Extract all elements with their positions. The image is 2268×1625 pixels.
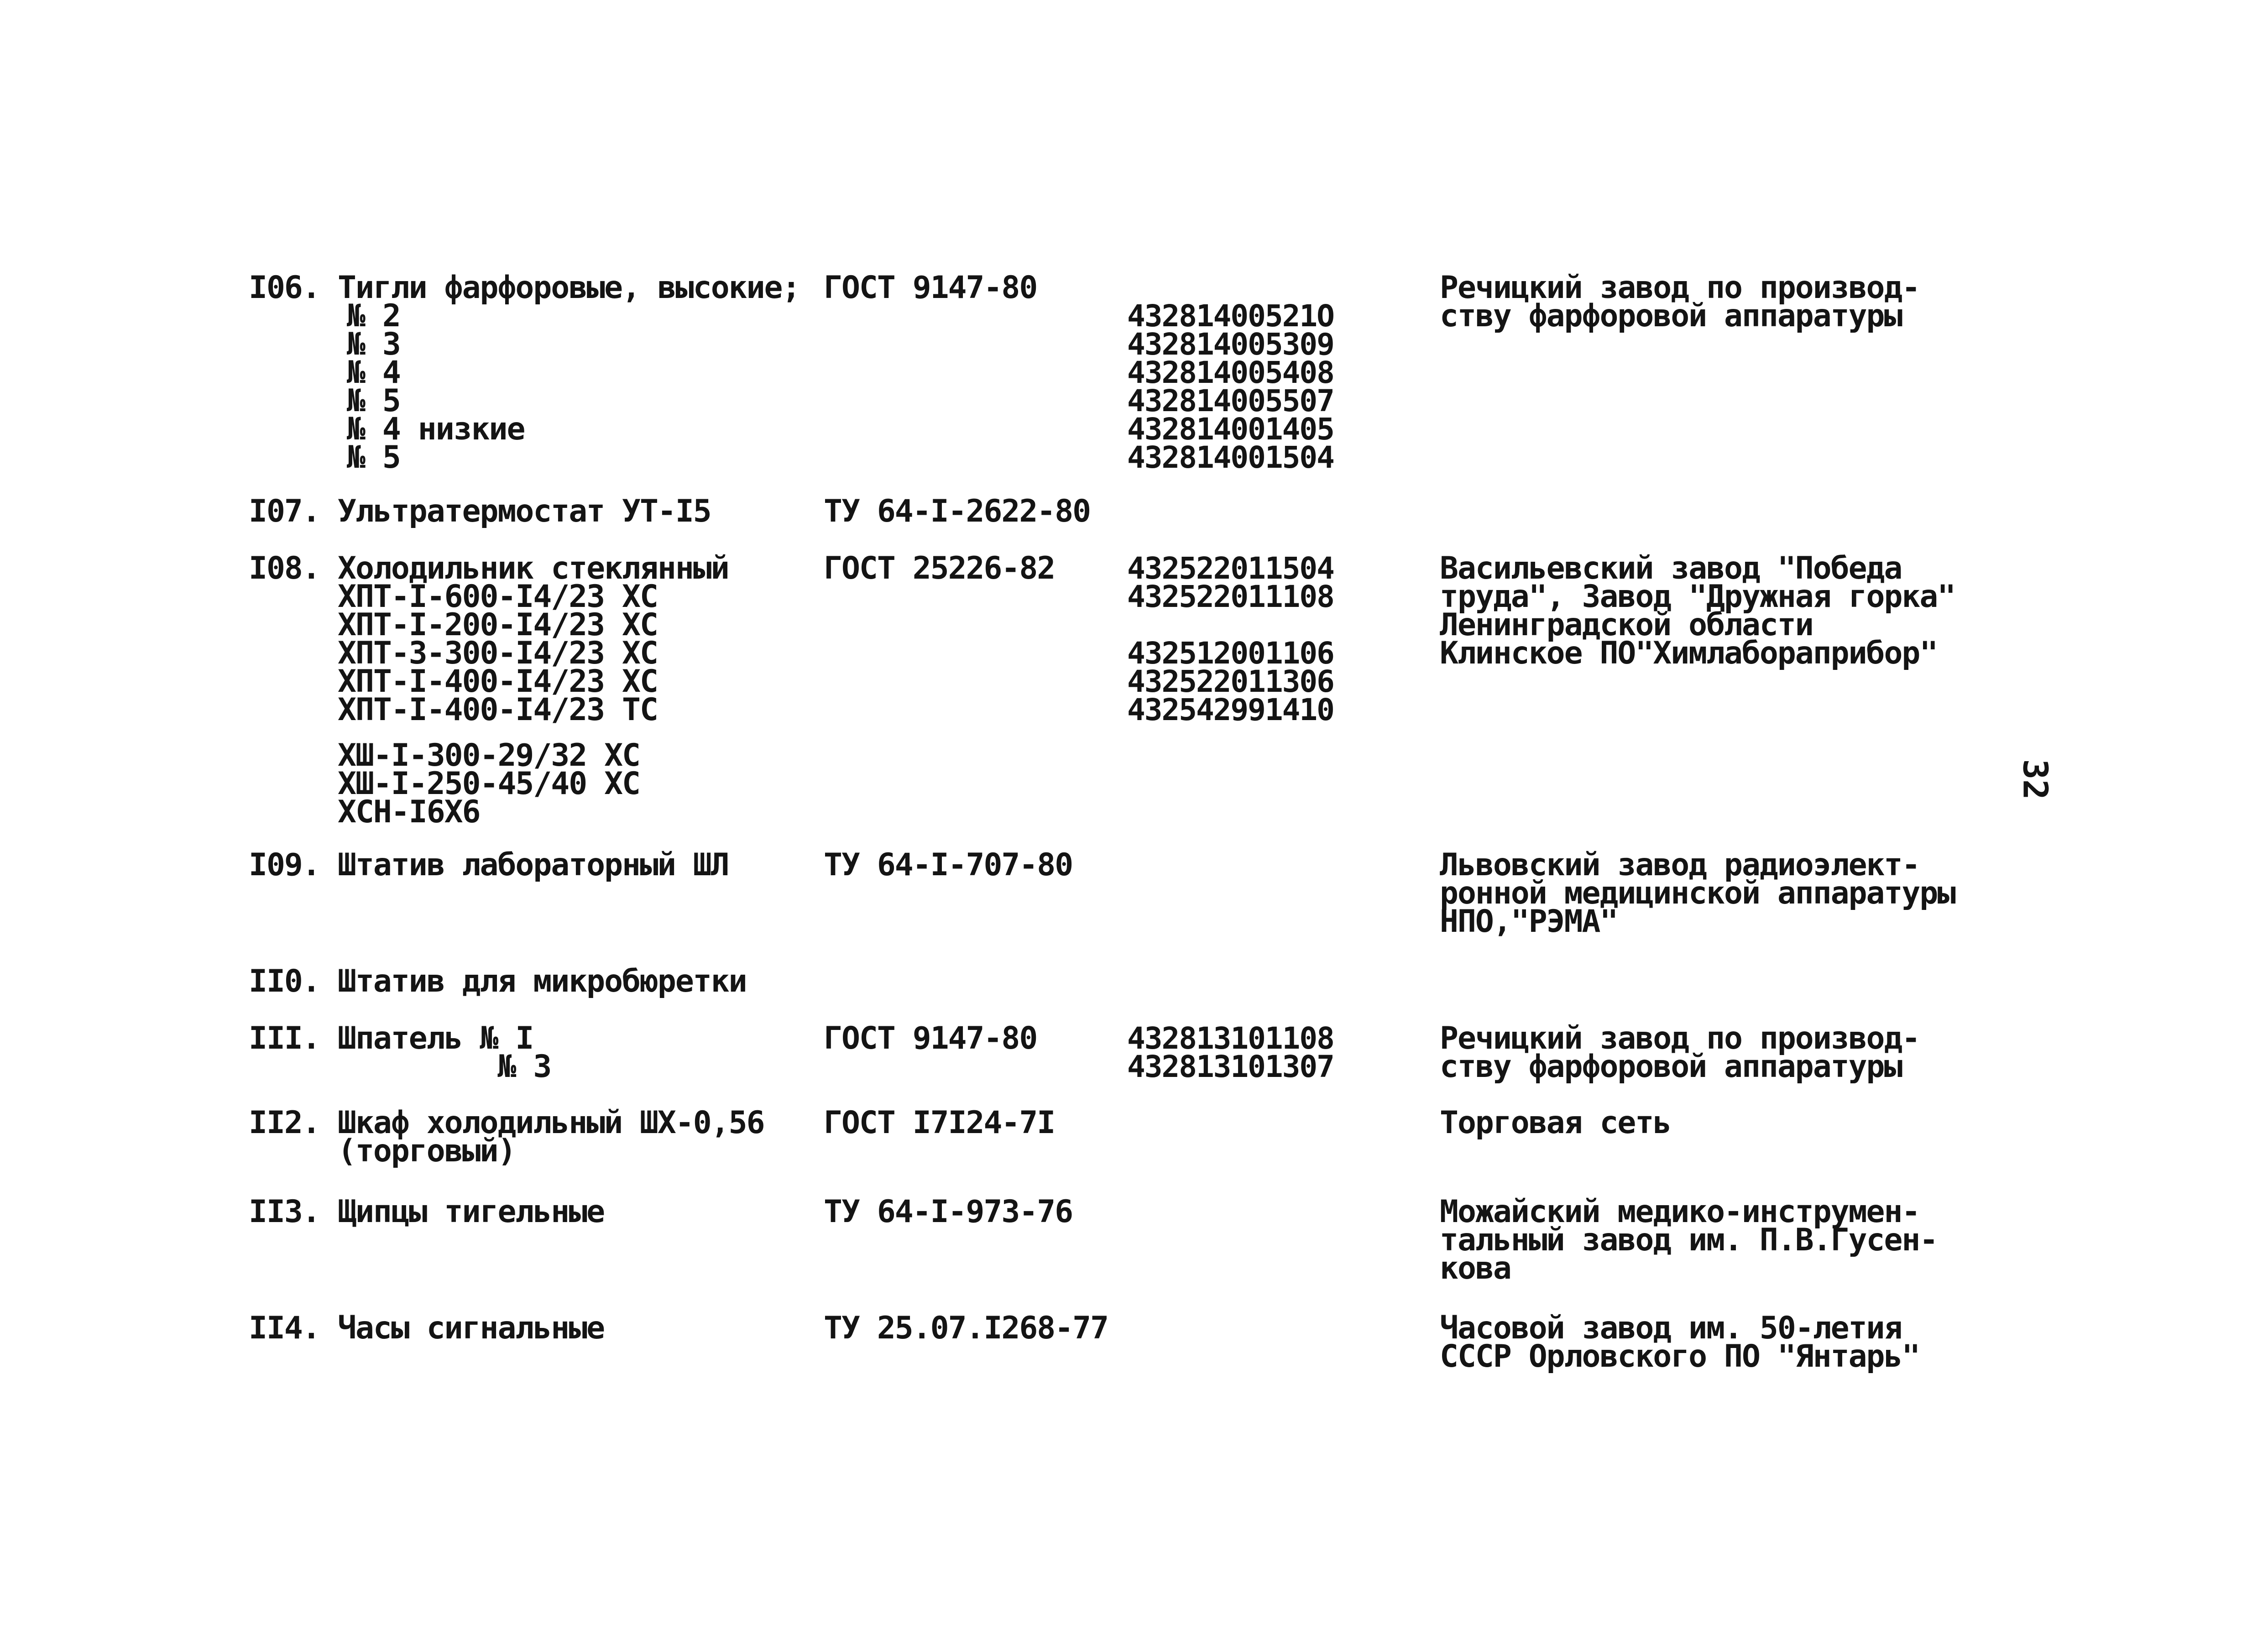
item-manufacturer: Речицкий завод по производ- ству фарфоровой аппаратуры — [1440, 270, 1920, 334]
item-manufacturer: Речицкий завод по производ- ству фарфоровой аппаратуры — [1440, 1020, 1920, 1085]
item-standard: ТУ 64-I-2622-80 — [824, 493, 1091, 529]
item-name: Шкаф холодильный ШХ-0,56 (торговый) — [338, 1105, 764, 1169]
item-name: Часы сигнальные — [338, 1310, 605, 1346]
item-name: Ультратермостат УТ-I5 — [338, 493, 711, 529]
item-codes: 432522011504 432522011108 432512001106 432522011306 432542991410 — [1127, 551, 1334, 727]
item-name: Шпатель № I № 3 — [338, 1020, 551, 1085]
item-codes: 43281400521О 432814005309 432814005408 432814005507 432814001405 432814001504 — [1127, 298, 1334, 475]
item-number: II4. — [249, 1310, 320, 1346]
item-name: Штатив для микробюретки — [338, 963, 747, 999]
item-number: I09. — [249, 847, 320, 883]
item-standard: ГОСТ 9147-80 — [824, 1020, 1037, 1056]
page-number: 32 — [2015, 759, 2055, 800]
item-number: I08. — [249, 550, 320, 586]
item-number: I06. — [249, 270, 320, 306]
item-standard: ТУ 64-I-707-80 — [824, 847, 1073, 883]
item-name: Щипцы тигельные — [338, 1194, 605, 1230]
item-codes: 432813101108 432813101307 — [1127, 1021, 1334, 1084]
item-manufacturer: Часовой завод им. 50-летия СССР Орловского ПО "Янтарь" — [1440, 1310, 1920, 1374]
item-manufacturer: Васильевский завод "Победа труда", Завод "Дружная горка" Ленинградской области Клинское ПО"Химлабораприбор" — [1440, 550, 1955, 671]
item-manufacturer: Львовский завод радиоэлект- ронной медицинской аппаратуры НПО,"РЭМА" — [1440, 847, 1955, 940]
item-number: II2. — [249, 1105, 320, 1141]
item-manufacturer: Торговая сеть — [1440, 1105, 1671, 1141]
item-number: III. — [249, 1020, 320, 1056]
item-manufacturer: Можайский медико-инструмен- тальный завод им. П.В.Гусен- кова — [1440, 1194, 1938, 1286]
item-standard: ГОСТ 9147-80 — [824, 270, 1037, 306]
item-number: II0. — [249, 963, 320, 999]
item-standard: ТУ 64-I-973-76 — [824, 1194, 1073, 1230]
item-standard: ГОСТ I7I24-7I — [824, 1105, 1055, 1141]
item-standard: ГОСТ 25226-82 — [824, 550, 1055, 586]
item-name: Штатив лабораторный ШЛ — [338, 847, 729, 883]
item-number: II3. — [249, 1194, 320, 1230]
item-name: Тигли фарфоровые, высокие; № 2 № 3 № 4 № 5 № 4 низкие № 5 — [338, 270, 800, 475]
item-number: I07. — [249, 493, 320, 529]
item-name: Холодильник стеклянный ХПТ-I-600-I4/23 ХС ХПТ-I-200-I4/23 ХС ХПТ-3-300-I4/23 ХС ХПТ-I-400-I4/23 ХС ХПТ-I-400-I4/23 ТС ХШ-I-300-29/32 ХС ХШ-I-250-45/40 ХС ХСН-I6Х6 — [338, 550, 729, 830]
item-standard: ТУ 25.07.I268-77 — [824, 1310, 1108, 1346]
